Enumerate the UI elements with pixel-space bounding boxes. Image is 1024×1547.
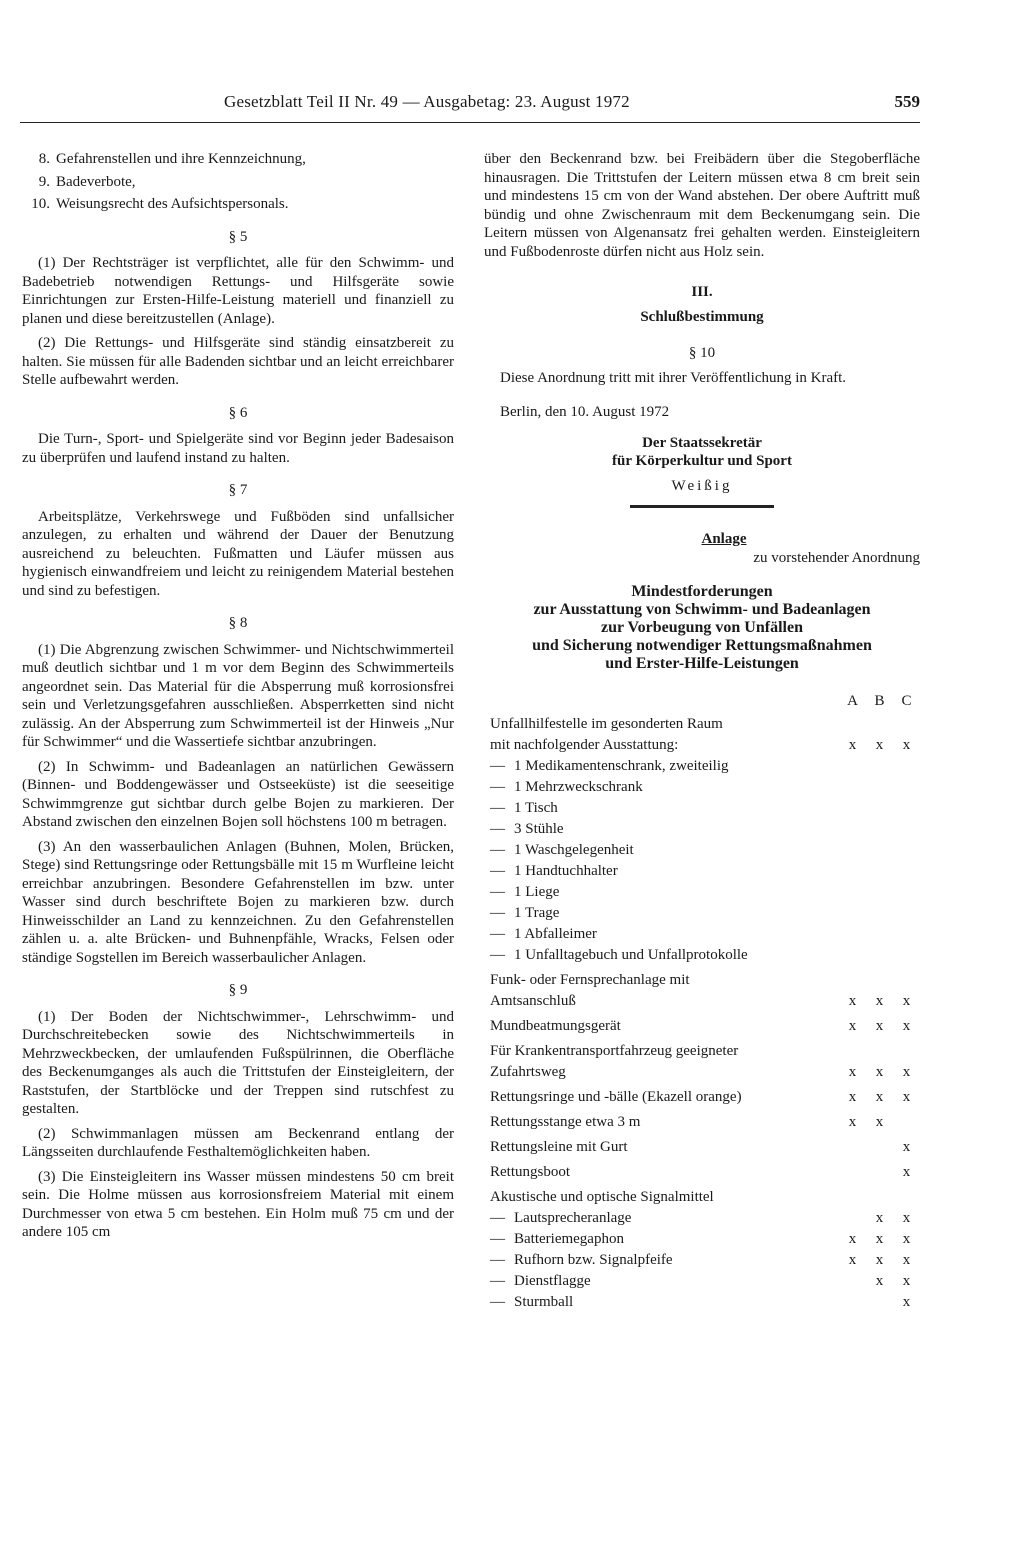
- mark-cell: [893, 882, 920, 903]
- row-label: [484, 945, 839, 966]
- section-7-title: § 7: [228, 482, 248, 498]
- mark-cell: [893, 1108, 920, 1133]
- table-row: [484, 1292, 920, 1313]
- mark-cell: x: [875, 1252, 884, 1268]
- row-label-text: 1 Waschgelegenheit: [514, 842, 634, 858]
- mark-cell: [839, 1133, 866, 1158]
- section-5-para-1: (1) Der Rechtsträger ist verpflichtet, alle für den Schwimm- und Badebetrieb notwendigen Rettungs- und Hilfsgeräte sowie Einrichtungen zur Ersten-Hilfe-Leistung materiell und finanziell zu planen und diese bereitzustellen (Anlage).: [22, 255, 454, 327]
- part-number: III.: [691, 284, 713, 300]
- mark-cell: x: [902, 1089, 911, 1105]
- mark-cell: x: [902, 1252, 911, 1268]
- table-row: [484, 861, 920, 882]
- anlage-subtitle: zu vorstehender Anordnung: [753, 549, 920, 566]
- table-row: [484, 819, 920, 840]
- row-label-text: 1 Unfalltagebuch und Unfallprotokolle: [514, 947, 748, 963]
- table-header-row: [484, 691, 920, 714]
- row-label-text: Rettungsstange etwa 3 m: [490, 1114, 641, 1130]
- row-label-text: 1 Mehrzweckschrank: [514, 779, 643, 795]
- section-9-para-2: (2) Schwimmanlagen müssen am Beckenrand entlang der Längsseiten durchlaufende Festhaltemöglichkeiten haben.: [22, 1125, 454, 1160]
- section-10-title: § 10: [688, 345, 716, 361]
- mark-cell: [893, 798, 920, 819]
- row-label-text: 1 Trage: [514, 905, 560, 921]
- dash-bullet: —: [490, 1210, 505, 1226]
- row-label-text: Lautsprecheranlage: [514, 1210, 632, 1226]
- signer-name: Weißig: [671, 477, 733, 494]
- header-title: Gesetzblatt Teil II Nr. 49 — Ausgabetag: 23. August 1972: [224, 92, 630, 111]
- mark-cell: [839, 1292, 866, 1313]
- mark-cell: [866, 1158, 893, 1183]
- mark-cell: [893, 756, 920, 777]
- table-row: [484, 1229, 920, 1250]
- mark-cell: [839, 861, 866, 882]
- row-label: [484, 840, 839, 861]
- row-label-text: Akustische und optische Signalmittel: [490, 1189, 714, 1205]
- table-row: [484, 1158, 920, 1183]
- mark-cell: x: [875, 1089, 884, 1105]
- left-column: [22, 150, 454, 1248]
- mark-cell: x: [875, 1210, 884, 1226]
- row-label: [484, 882, 839, 903]
- mark-cell: [839, 882, 866, 903]
- table-header-spacer: [484, 691, 839, 714]
- row-label: [484, 1083, 839, 1108]
- row-label: [484, 777, 839, 798]
- mark-cell: [866, 1292, 893, 1313]
- row-label-text: 1 Liege: [514, 884, 560, 900]
- mark-cell: x: [902, 1018, 911, 1034]
- dash-bullet: —: [490, 947, 505, 963]
- requirements-table: [484, 691, 920, 1313]
- row-label-text: Rufhorn bzw. Signalpfeife: [514, 1252, 673, 1268]
- divider-rule: [630, 505, 774, 508]
- table-row: [484, 1271, 920, 1292]
- mark-cell: [839, 1208, 866, 1229]
- section-9-para-3: (3) Die Einsteigleitern ins Wasser müssen mindestens 50 cm breit sein. Die Holme müssen aus korrosionsfreiem Material mit einem Durchmesser von etwa 5 cm bestehen. Ein Holm muß 75 cm und der andere 105 cm: [22, 1168, 454, 1240]
- row-label-text: Sturmball: [514, 1294, 574, 1310]
- dash-bullet: —: [490, 842, 505, 858]
- row-label: [484, 1183, 839, 1208]
- signer-title-1: Der Staatssekretär: [642, 434, 762, 451]
- column-header: B: [874, 693, 885, 709]
- mark-cell: [866, 819, 893, 840]
- section-6-title: § 6: [228, 404, 248, 421]
- mark-cell: [839, 840, 866, 861]
- mark-cell: [839, 777, 866, 798]
- row-label: [484, 1229, 839, 1250]
- part-title: Schlußbestimmung: [640, 308, 764, 325]
- mark-cell: x: [848, 1064, 857, 1080]
- dash-bullet: —: [490, 863, 505, 879]
- mark-cell: x: [875, 993, 884, 1009]
- section-6-para-1: Die Turn-, Sport- und Spielgeräte sind vor Beginn jeder Badesaison zu überprüfen und laufend instand zu halten.: [22, 431, 454, 466]
- row-label-text: 3 Stühle: [514, 821, 564, 837]
- mark-cell: x: [875, 1018, 884, 1034]
- table-row: [484, 1037, 920, 1083]
- mark-cell: x: [848, 1114, 857, 1130]
- dash-bullet: —: [490, 884, 505, 900]
- table-row: [484, 1183, 920, 1208]
- row-label: [484, 1012, 839, 1037]
- section-8-para-2: (2) In Schwimm- und Badeanlagen an natürlichen Gewässern (Binnen- und Boddengewässer und Ostseeküste) ist die seeseitige Schwimmgrenze gut sichtbar durch gelbe Bojen zu markieren. Der Abstand zwischen den einzelnen Bojen soll höchstens 100 m betragen.: [22, 758, 454, 830]
- mark-cell: [839, 924, 866, 945]
- mark-cell: [839, 1158, 866, 1183]
- row-label-text: Batteriemegaphon: [514, 1231, 624, 1247]
- right-column: [484, 150, 920, 1313]
- list-item: 9. Badeverbote,: [38, 173, 136, 190]
- page-header: [20, 92, 920, 123]
- mark-cell: [893, 861, 920, 882]
- mark-cell: x: [902, 1294, 911, 1310]
- dash-bullet: —: [490, 1273, 505, 1289]
- row-label-text: Dienstflagge: [514, 1273, 591, 1289]
- dash-bullet: —: [490, 1231, 505, 1247]
- row-label: [484, 756, 839, 777]
- dash-bullet: —: [490, 905, 505, 921]
- row-label: [484, 798, 839, 819]
- mark-cell: [839, 1271, 866, 1292]
- mark-cell: x: [902, 1139, 911, 1155]
- row-label-line: Unfallhilfestelle im gesonderten Raum: [490, 716, 723, 732]
- row-label-line: mit nachfolgender Ausstattung:: [490, 737, 679, 753]
- table-row: [484, 798, 920, 819]
- mark-cell: [893, 819, 920, 840]
- row-label: [484, 1133, 839, 1158]
- section-5-para-2: (2) Die Rettungs- und Hilfsgeräte sind ständig einsatzbereit zu halten. Sie müssen für alle Badenden sichtbar und an leicht erreichbarer Stelle aufbewahrt werden.: [22, 335, 454, 388]
- mark-cell: x: [875, 1273, 884, 1289]
- dash-bullet: —: [490, 1252, 505, 1268]
- mark-cell: [839, 903, 866, 924]
- signer-title-2: für Körperkultur und Sport: [612, 453, 792, 469]
- table-row: [484, 903, 920, 924]
- mark-cell: x: [875, 1064, 884, 1080]
- row-label: [484, 1271, 839, 1292]
- section-7-para-1: Arbeitsplätze, Verkehrswege und Fußböden sind unfallsicher anzulegen, zu erhalten und während der Dauer der Benutzung ausreichend zu beleuchten. Fußmatten und Läufer müssen aus hygienisch einwandfreiem und leicht zu reinigendem Material bestehen und sind zu befestigen.: [22, 508, 454, 599]
- mark-cell: [893, 945, 920, 966]
- numbered-list: [22, 150, 454, 214]
- section-9-title: § 9: [228, 982, 248, 998]
- dash-bullet: —: [490, 779, 505, 795]
- place-date: Berlin, den 10. August 1972: [500, 404, 670, 420]
- row-label: [484, 1292, 839, 1313]
- table-row: [484, 777, 920, 798]
- mark-cell: [839, 819, 866, 840]
- section-8-title: § 8: [228, 615, 248, 631]
- mark-cell: [866, 861, 893, 882]
- section-8-para-3: (3) An den wasserbaulichen Anlagen (Buhnen, Molen, Brücken, Stege) sind Rettungsringe oder Rettungsbälle mit 15 m Wurfleine leicht erreichbar anzubringen. Besondere Gefahrenstellen im bzw. unter Wasser sind durch beschriftete Bojen zu markieren bzw. durch Hinweisschilder an Land zu kennzeichnen. Zu den Gefahrenstellen zählen u. a. alte Brücken- und Buhnenpfähle, Wracks, Felsen oder ständige Sogstellen im Bereich wasserbaulicher Anlagen.: [22, 838, 454, 966]
- mark-cell: [866, 882, 893, 903]
- row-label: [484, 966, 839, 1012]
- dash-bullet: —: [490, 926, 505, 942]
- row-label: [484, 903, 839, 924]
- section-5-title: § 5: [228, 228, 248, 245]
- mark-cell: x: [848, 1018, 857, 1034]
- row-label-line: Zufahrtsweg: [490, 1064, 566, 1080]
- mark-cell: x: [902, 1064, 911, 1080]
- list-item: 10. Weisungsrecht des Aufsichtspersonals.: [31, 196, 289, 212]
- table-row: [484, 945, 920, 966]
- row-label: [484, 1208, 839, 1229]
- table-row: [484, 882, 920, 903]
- mark-cell: x: [902, 1210, 911, 1226]
- table-row: [484, 966, 920, 1012]
- row-label: [484, 714, 839, 756]
- row-label: [484, 1158, 839, 1183]
- mark-cell: [866, 903, 893, 924]
- mark-cell: x: [902, 1231, 911, 1247]
- row-label-line: Für Krankentransportfahrzeug geeigneter: [490, 1043, 739, 1059]
- row-label: [484, 861, 839, 882]
- mark-cell: x: [848, 1252, 857, 1268]
- row-label: [484, 1250, 839, 1271]
- mark-cell: [893, 924, 920, 945]
- row-label: [484, 924, 839, 945]
- mark-cell: [893, 903, 920, 924]
- dash-bullet: —: [490, 821, 505, 837]
- table-row: [484, 1133, 920, 1158]
- mark-cell: [866, 756, 893, 777]
- dash-bullet: —: [490, 758, 505, 774]
- mark-cell: [893, 1183, 920, 1208]
- mark-cell: [839, 756, 866, 777]
- mark-cell: [866, 924, 893, 945]
- mark-cell: [893, 777, 920, 798]
- row-label-text: Rettungsboot: [490, 1164, 571, 1180]
- requirements-heading: Mindestforderungen zur Ausstattung von Schwimm- und Badeanlagen zur Vorbeugung von Unfällen und Sicherung notwendiger Rettungsmaßnahmen und Erster-Hilfe-Leistungen: [532, 583, 872, 672]
- mark-cell: x: [848, 1089, 857, 1105]
- page-number: 559: [894, 92, 920, 111]
- row-label-text: Rettungsleine mit Gurt: [490, 1139, 628, 1155]
- mark-cell: [839, 1183, 866, 1208]
- row-label-text: Rettungsringe und -bälle (Ekazell orange): [490, 1089, 742, 1105]
- list-item: 8. Gefahrenstellen und ihre Kennzeichnung,: [38, 151, 306, 167]
- mark-cell: x: [902, 993, 911, 1009]
- row-label-text: Mundbeatmungsgerät: [490, 1018, 621, 1034]
- dash-bullet: —: [490, 1294, 505, 1310]
- mark-cell: [866, 777, 893, 798]
- continued-paragraph: über den Beckenrand bzw. bei Freibädern über die Stegoberfläche hinausragen. Die Trittstufen der Leitern müssen etwa 8 cm breit sein und mindestens 15 cm von der Wand abstehen. Der obere Auftritt muß bündig und ohne Zwischenraum mit dem Beckenumgang sein. Die Leitern müssen von Algenansatz frei gehalten werden. Einsteigleitern und Fußbodenroste dürfen nicht aus Holz sein.: [484, 151, 920, 260]
- table-row: [484, 1108, 920, 1133]
- mark-cell: [839, 798, 866, 819]
- mark-cell: x: [848, 1231, 857, 1247]
- row-label: [484, 819, 839, 840]
- mark-cell: x: [875, 737, 884, 753]
- column-header: C: [901, 693, 912, 709]
- mark-cell: x: [848, 993, 857, 1009]
- anlage-title: Anlage: [701, 531, 747, 547]
- row-label-text: 1 Handtuchhalter: [514, 863, 618, 879]
- row-label: [484, 1108, 839, 1133]
- table-row: [484, 1083, 920, 1108]
- row-label-line: Funk- oder Fernsprechanlage mit: [490, 972, 690, 988]
- row-label-text: 1 Medikamentenschrank, zweiteilig: [514, 758, 729, 774]
- section-10-text: Diese Anordnung tritt mit ihrer Veröffentlichung in Kraft.: [500, 369, 847, 386]
- table-row: [484, 714, 920, 756]
- table-row: [484, 1012, 920, 1037]
- mark-cell: [839, 945, 866, 966]
- section-8-para-1: (1) Die Abgrenzung zwischen Schwimmer- und Nichtschwimmerteil muß deutlich sichtbar und 1 m vor dem Beginn des Schwimmerteils angeordnet sein. Das Material für die Absperrung muß korrosionsfrei sein und Verletzungsgefahren ausschließen. Absperrketten sind nicht zulässig. An der Absperrung zum Schwimmerteil ist der Hinweis „Nur für Schwimmer“ und die Wassertiefe sichtbar anzubringen.: [22, 641, 454, 750]
- mark-cell: [893, 840, 920, 861]
- row-label: [484, 1037, 839, 1083]
- section-9-para-1: (1) Der Boden der Nichtschwimmer-, Lehrschwimm- und Durchschreitebecken sowie des Nichtschwimmerteils in Mehrzweckbecken, der umlaufenden Fußspülrinnen, die Oberfläche des Beckenumganges als auch die Trittstufen der Einsteigleitern, der Raststufen, der Startblöcke und der Treppen sind rutschfest zu gestalten.: [22, 1008, 454, 1117]
- mark-cell: [866, 798, 893, 819]
- row-label-text: 1 Tisch: [514, 800, 558, 816]
- mark-cell: x: [902, 1164, 911, 1180]
- mark-cell: x: [875, 1231, 884, 1247]
- table-row: [484, 1250, 920, 1271]
- mark-cell: [866, 840, 893, 861]
- table-row: [484, 1208, 920, 1229]
- row-label-text: 1 Abfalleimer: [514, 926, 597, 942]
- mark-cell: x: [902, 737, 911, 753]
- mark-cell: [866, 1133, 893, 1158]
- mark-cell: [866, 945, 893, 966]
- mark-cell: x: [848, 737, 857, 753]
- dash-bullet: —: [490, 800, 505, 816]
- table-row: [484, 924, 920, 945]
- column-header: A: [847, 693, 858, 709]
- mark-cell: [866, 1183, 893, 1208]
- mark-cell: x: [875, 1114, 884, 1130]
- row-label-line: Amtsanschluß: [490, 993, 576, 1009]
- mark-cell: x: [902, 1273, 911, 1289]
- table-row: [484, 756, 920, 777]
- table-row: [484, 840, 920, 861]
